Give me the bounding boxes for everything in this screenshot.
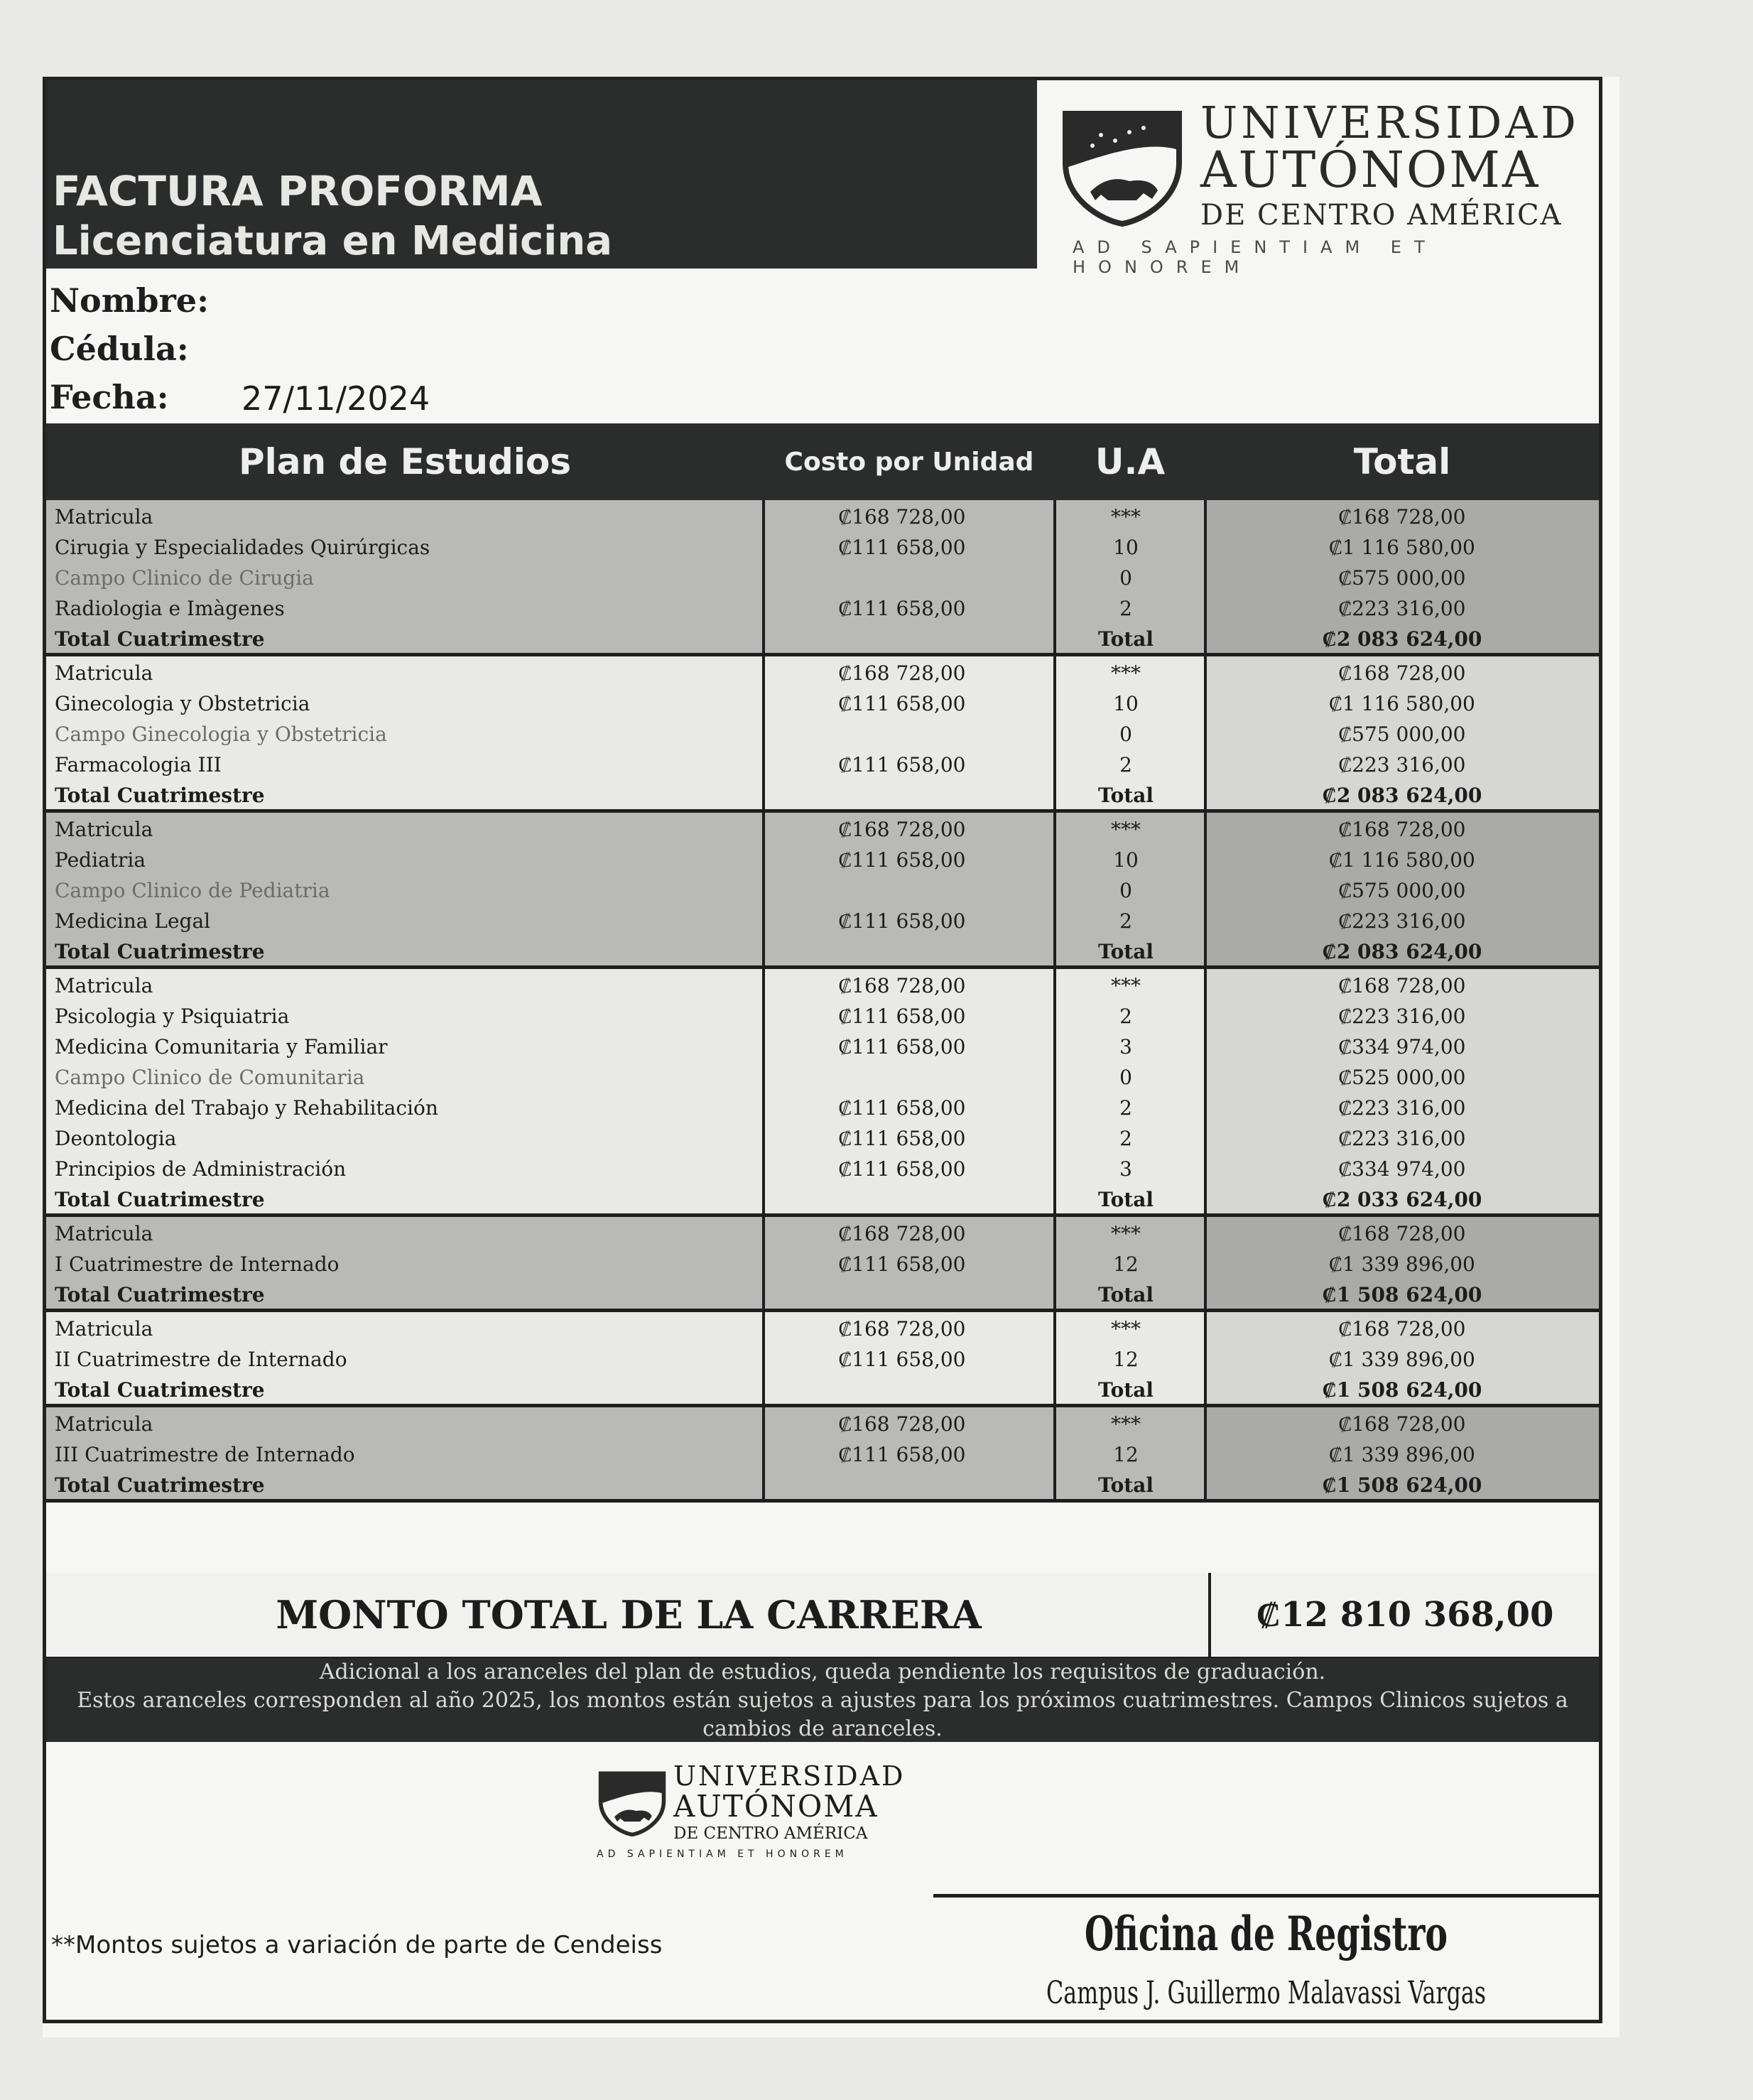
fecha-value: 27/11/2024 bbox=[241, 379, 430, 418]
table-row bbox=[46, 749, 1599, 780]
row-total: ₡1 339 896,00 bbox=[1329, 1348, 1475, 1371]
academic-units: *** bbox=[1111, 505, 1141, 529]
course-name: I Cuatrimestre de Internado bbox=[55, 1252, 340, 1276]
row-total: ₡168 728,00 bbox=[1338, 505, 1466, 529]
row-total: ₡168 728,00 bbox=[1338, 1222, 1466, 1245]
unit-cost: ₡168 728,00 bbox=[838, 505, 966, 529]
cuatrimestre-block bbox=[46, 969, 1599, 1217]
logo-text-centro-america: DE CENTRO AMÉRICA bbox=[1200, 199, 1563, 232]
course-name: Total Cuatrimestre bbox=[55, 1283, 265, 1306]
table-row bbox=[46, 814, 1599, 845]
grand-total-value: ₡12 810 368,00 bbox=[1256, 1595, 1554, 1635]
row-total: ₡1 339 896,00 bbox=[1329, 1252, 1475, 1276]
grand-total-label: MONTO TOTAL DE LA CARRERA bbox=[276, 1592, 982, 1638]
academic-units: *** bbox=[1111, 1222, 1141, 1245]
table-row bbox=[46, 1062, 1599, 1093]
course-name: Campo Ginecologia y Obstetricia bbox=[55, 722, 387, 746]
header-costo-unidad: Costo por Unidad bbox=[784, 447, 1034, 477]
row-total: ₡575 000,00 bbox=[1338, 722, 1466, 746]
header-plan-estudios: Plan de Estudios bbox=[238, 441, 572, 482]
row-total: ₡168 728,00 bbox=[1338, 818, 1466, 841]
grand-total-row bbox=[46, 1573, 1599, 1660]
row-total: ₡575 000,00 bbox=[1338, 566, 1466, 590]
total-cuatrimestre-row bbox=[46, 1184, 1599, 1215]
cuatrimestre-block bbox=[46, 500, 1599, 656]
table-row bbox=[46, 1001, 1599, 1032]
row-total: ₡334 974,00 bbox=[1338, 1157, 1466, 1181]
course-name: Total Cuatrimestre bbox=[55, 1378, 265, 1402]
row-total: ₡1 339 896,00 bbox=[1329, 1443, 1475, 1466]
academic-units: *** bbox=[1111, 818, 1141, 841]
row-total: ₡223 316,00 bbox=[1338, 1096, 1466, 1120]
unit-cost: ₡168 728,00 bbox=[838, 818, 966, 841]
academic-units: Total bbox=[1097, 940, 1154, 963]
logo-text-autonoma: AUTÓNOMA bbox=[1200, 141, 1541, 199]
signature-office: Oficina de Registro bbox=[1084, 1906, 1448, 1961]
table-row bbox=[46, 658, 1599, 688]
header-ua: U.A bbox=[1095, 441, 1166, 482]
cedula-label: Cédula: bbox=[50, 330, 189, 368]
unit-cost: ₡111 658,00 bbox=[838, 1157, 966, 1181]
academic-units: 2 bbox=[1119, 753, 1132, 776]
course-name: Matricula bbox=[55, 974, 153, 997]
academic-units: Total bbox=[1097, 1283, 1154, 1306]
table-row bbox=[46, 970, 1599, 1001]
row-total: ₡223 316,00 bbox=[1338, 597, 1466, 620]
course-name: Campo Clinico de Cirugia bbox=[55, 566, 314, 590]
course-name: Medicina Comunitaria y Familiar bbox=[55, 1035, 388, 1059]
row-total: ₡1 508 624,00 bbox=[1322, 1473, 1482, 1497]
course-name: Matricula bbox=[55, 1317, 153, 1341]
course-name: Radiologia e Imàgenes bbox=[55, 597, 285, 620]
cuatrimestre-block bbox=[46, 1312, 1599, 1407]
notes-band bbox=[46, 1658, 1599, 1742]
row-total: ₡1 116 580,00 bbox=[1329, 536, 1475, 559]
table-row bbox=[46, 1409, 1599, 1439]
table-row bbox=[46, 845, 1599, 875]
footer-university-logo bbox=[597, 1760, 923, 1874]
unit-cost: ₡111 658,00 bbox=[838, 1252, 966, 1276]
table-row bbox=[46, 1249, 1599, 1279]
footer-logo-autonoma: AUTÓNOMA bbox=[673, 1789, 879, 1824]
academic-units: *** bbox=[1111, 974, 1141, 997]
total-cuatrimestre-row bbox=[46, 1279, 1599, 1310]
unit-cost: ₡168 728,00 bbox=[838, 974, 966, 997]
course-name: Ginecologia y Obstetricia bbox=[55, 692, 310, 715]
cuatrimestre-block bbox=[46, 1217, 1599, 1312]
course-name: Principios de Administración bbox=[55, 1157, 347, 1181]
row-total: ₡168 728,00 bbox=[1338, 661, 1466, 685]
table-row bbox=[46, 719, 1599, 749]
table-row bbox=[46, 1154, 1599, 1184]
course-name: Farmacologia III bbox=[55, 753, 222, 776]
row-total: ₡223 316,00 bbox=[1338, 1005, 1466, 1028]
row-total: ₡2 083 624,00 bbox=[1322, 940, 1482, 963]
course-name: Total Cuatrimestre bbox=[55, 940, 265, 963]
row-total: ₡525 000,00 bbox=[1338, 1066, 1466, 1089]
table-row bbox=[46, 532, 1599, 563]
nombre-label: Nombre: bbox=[50, 281, 210, 320]
footer-shield-icon bbox=[597, 1768, 668, 1839]
course-name: Pediatria bbox=[55, 848, 146, 872]
course-name: Total Cuatrimestre bbox=[55, 1473, 265, 1497]
course-name: Total Cuatrimestre bbox=[55, 784, 265, 807]
row-total: ₡168 728,00 bbox=[1338, 1317, 1466, 1341]
row-total: ₡1 116 580,00 bbox=[1329, 848, 1475, 872]
course-name: Medicina Legal bbox=[55, 909, 211, 933]
row-total: ₡1 116 580,00 bbox=[1329, 692, 1475, 715]
course-name: Campo Clinico de Pediatria bbox=[55, 879, 330, 902]
course-name: Matricula bbox=[55, 505, 153, 529]
total-cuatrimestre-row bbox=[46, 624, 1599, 654]
signature-line bbox=[933, 1894, 1599, 1898]
academic-units: 3 bbox=[1119, 1035, 1132, 1059]
cuatrimestre-block bbox=[46, 1407, 1599, 1503]
course-name: Psicologia y Psiquiatria bbox=[55, 1005, 290, 1028]
table-row bbox=[46, 1032, 1599, 1062]
header-total: Total bbox=[1353, 441, 1451, 482]
unit-cost: ₡111 658,00 bbox=[838, 848, 966, 872]
course-name: III Cuatrimestre de Internado bbox=[55, 1443, 355, 1466]
cuatrimestre-block bbox=[46, 813, 1599, 969]
academic-units: 2 bbox=[1119, 909, 1132, 933]
course-name: Campo Clinico de Comunitaria bbox=[55, 1066, 365, 1089]
unit-cost: ₡111 658,00 bbox=[838, 1348, 966, 1371]
unit-cost: ₡111 658,00 bbox=[838, 909, 966, 933]
table-row bbox=[46, 593, 1599, 624]
unit-cost: ₡111 658,00 bbox=[838, 753, 966, 776]
course-name: Medicina del Trabajo y Rehabilitación bbox=[55, 1096, 438, 1120]
logo-motto: AD SAPIENTIAM ET HONOREM bbox=[1073, 237, 1438, 277]
table-row bbox=[46, 1344, 1599, 1375]
row-total: ₡1 508 624,00 bbox=[1322, 1283, 1482, 1306]
course-name: Total Cuatrimestre bbox=[55, 1188, 265, 1211]
cuatrimestre-block bbox=[46, 656, 1599, 813]
table-row bbox=[46, 1218, 1599, 1249]
course-name: II Cuatrimestre de Internado bbox=[55, 1348, 347, 1371]
academic-units: 0 bbox=[1119, 722, 1132, 746]
table-row bbox=[46, 1123, 1599, 1154]
total-cuatrimestre-row bbox=[46, 1375, 1599, 1405]
academic-units: 10 bbox=[1113, 536, 1139, 559]
academic-units: 0 bbox=[1119, 879, 1132, 902]
row-total: ₡575 000,00 bbox=[1338, 879, 1466, 902]
row-total: ₡168 728,00 bbox=[1338, 1412, 1466, 1436]
unit-cost: ₡111 658,00 bbox=[838, 597, 966, 620]
course-name: Matricula bbox=[55, 661, 153, 685]
table-row bbox=[46, 906, 1599, 936]
row-total: ₡223 316,00 bbox=[1338, 1127, 1466, 1150]
unit-cost: ₡168 728,00 bbox=[838, 1317, 966, 1341]
row-total: ₡2 083 624,00 bbox=[1322, 784, 1482, 807]
unit-cost: ₡111 658,00 bbox=[838, 1443, 966, 1466]
logo-text-universidad: UNIVERSIDAD bbox=[1200, 97, 1580, 148]
academic-units: Total bbox=[1097, 1188, 1154, 1211]
academic-units: 12 bbox=[1113, 1348, 1139, 1371]
row-total: ₡223 316,00 bbox=[1338, 909, 1466, 933]
total-cuatrimestre-row bbox=[46, 936, 1599, 967]
document-subtitle: Licenciatura en Medicina bbox=[53, 218, 613, 264]
row-total: ₡1 508 624,00 bbox=[1322, 1378, 1482, 1402]
table-row bbox=[46, 502, 1599, 532]
unit-cost: ₡111 658,00 bbox=[838, 1096, 966, 1120]
total-cuatrimestre-row bbox=[46, 1470, 1599, 1500]
table-row bbox=[46, 1093, 1599, 1123]
footer-disclaimer: **Montos sujetos a variación de parte de Cendeiss bbox=[51, 1931, 663, 1959]
academic-units: 12 bbox=[1113, 1252, 1139, 1276]
course-name: Matricula bbox=[55, 1412, 153, 1436]
academic-units: 3 bbox=[1119, 1157, 1132, 1181]
proforma-sheet bbox=[43, 77, 1619, 2037]
academic-units: 2 bbox=[1119, 1127, 1132, 1150]
academic-units: 2 bbox=[1119, 1096, 1132, 1120]
signature-campus: Campus J. Guillermo Malavassi Vargas bbox=[1046, 1975, 1487, 2011]
unit-cost: ₡111 658,00 bbox=[838, 536, 966, 559]
table-row bbox=[46, 688, 1599, 719]
note-line-1: Adicional a los aranceles del plan de estudios, queda pendiente los requisitos de graduación. bbox=[319, 1660, 1326, 1684]
academic-units: *** bbox=[1111, 661, 1141, 685]
row-total: ₡168 728,00 bbox=[1338, 974, 1466, 997]
academic-units: 2 bbox=[1119, 1005, 1132, 1028]
academic-units: *** bbox=[1111, 1317, 1141, 1341]
total-cuatrimestre-row bbox=[46, 780, 1599, 811]
academic-units: 12 bbox=[1113, 1443, 1139, 1466]
unit-cost: ₡168 728,00 bbox=[838, 1222, 966, 1245]
note-line-3: cambios de aranceles. bbox=[702, 1716, 943, 1741]
table-row bbox=[46, 1439, 1599, 1470]
table-row bbox=[46, 563, 1599, 593]
document-title: FACTURA PROFORMA bbox=[53, 167, 543, 215]
academic-units: 0 bbox=[1119, 566, 1132, 590]
note-line-2: Estos aranceles corresponden al año 2025, los montos están sujetos a ajustes para los próximos cuatrimestres. Campos Clinicos sujetos a bbox=[77, 1688, 1568, 1713]
row-total: ₡2 083 624,00 bbox=[1322, 627, 1482, 651]
unit-cost: ₡168 728,00 bbox=[838, 661, 966, 685]
academic-units: Total bbox=[1097, 1378, 1154, 1402]
row-total: ₡334 974,00 bbox=[1338, 1035, 1466, 1059]
table-row bbox=[46, 1314, 1599, 1344]
table-row bbox=[46, 875, 1599, 906]
course-name: Total Cuatrimestre bbox=[55, 627, 265, 651]
course-name: Matricula bbox=[55, 818, 153, 841]
footer-logo-motto: AD SAPIENTIAM ET HONOREM bbox=[597, 1849, 848, 1860]
row-total: ₡223 316,00 bbox=[1338, 753, 1466, 776]
academic-units: Total bbox=[1097, 1473, 1154, 1497]
academic-units: 2 bbox=[1119, 597, 1132, 620]
unit-cost: ₡111 658,00 bbox=[838, 692, 966, 715]
course-name: Deontologia bbox=[55, 1127, 177, 1150]
fecha-label: Fecha: bbox=[50, 378, 169, 416]
academic-units: *** bbox=[1111, 1412, 1141, 1436]
course-name: Matricula bbox=[55, 1222, 153, 1245]
row-total: ₡2 033 624,00 bbox=[1322, 1188, 1482, 1211]
academic-units: Total bbox=[1097, 784, 1154, 807]
unit-cost: ₡111 658,00 bbox=[838, 1035, 966, 1059]
unit-cost: ₡168 728,00 bbox=[838, 1412, 966, 1436]
unit-cost: ₡111 658,00 bbox=[838, 1005, 966, 1028]
course-name: Cirugia y Especialidades Quirúrgicas bbox=[55, 536, 430, 559]
unit-cost: ₡111 658,00 bbox=[838, 1127, 966, 1150]
footer-logo-centro-america: DE CENTRO AMÉRICA bbox=[673, 1824, 868, 1843]
academic-units: Total bbox=[1097, 627, 1154, 651]
footer-logo-universidad: UNIVERSIDAD bbox=[673, 1760, 906, 1792]
table-header bbox=[46, 423, 1599, 500]
academic-units: 10 bbox=[1113, 848, 1139, 872]
academic-units: 0 bbox=[1119, 1066, 1132, 1089]
academic-units: 10 bbox=[1113, 692, 1139, 715]
